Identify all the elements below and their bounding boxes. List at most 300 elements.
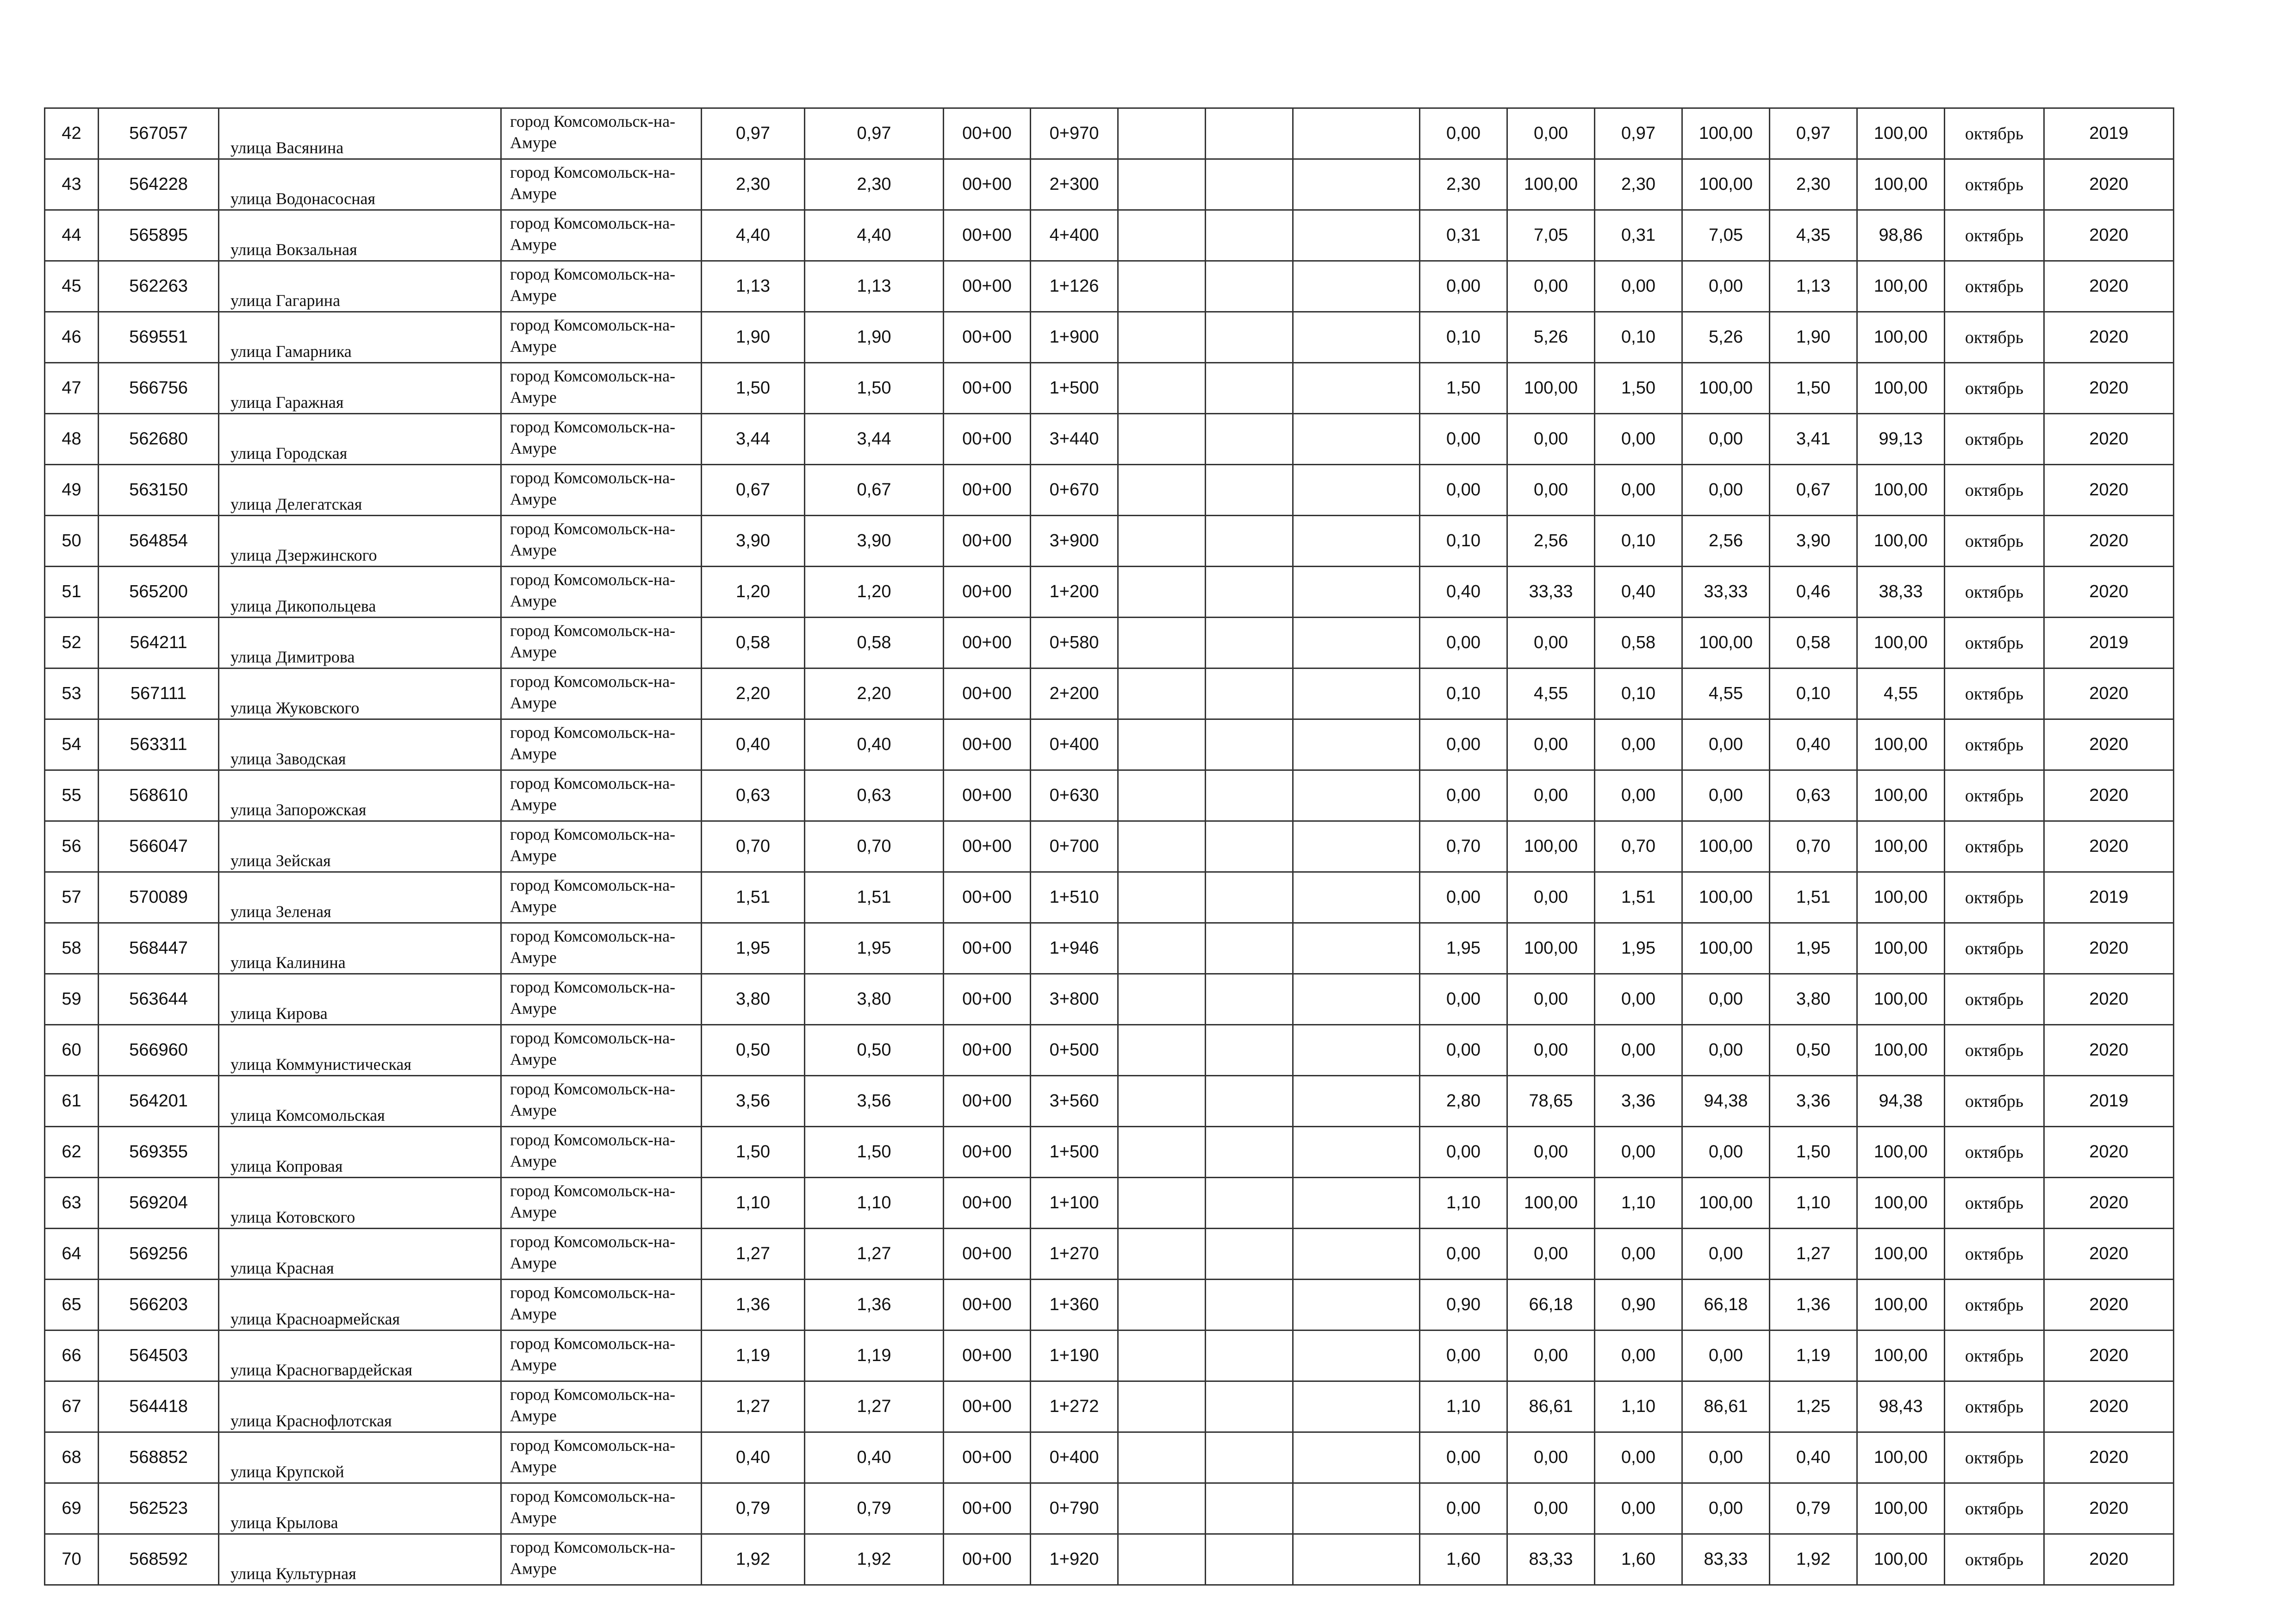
row-number-cell: 58 bbox=[45, 923, 99, 974]
start-km-cell: 00+00 bbox=[944, 567, 1031, 618]
percent-a-cell: 0,00 bbox=[1507, 465, 1595, 516]
blank-cell-cell bbox=[1293, 108, 1420, 159]
end-km-cell: 0+400 bbox=[1031, 719, 1118, 770]
blank-cell-cell bbox=[1118, 668, 1206, 719]
length-local-cell: 0,79 bbox=[805, 1483, 944, 1534]
table-row bbox=[45, 261, 2174, 312]
blank-cell-cell bbox=[1293, 261, 1420, 312]
blank-cell-cell bbox=[1206, 159, 1293, 210]
city-name-cell: город Комсомольск-на-Амуре bbox=[501, 719, 702, 770]
road-id-cell: 568852 bbox=[99, 1432, 219, 1483]
row-number-cell: 63 bbox=[45, 1178, 99, 1229]
value-a-cell: 0,00 bbox=[1420, 465, 1507, 516]
value-b-cell: 0,97 bbox=[1595, 108, 1682, 159]
length-total-cell: 3,90 bbox=[702, 516, 805, 567]
percent-c-cell: 100,00 bbox=[1857, 108, 1945, 159]
start-km-cell: 00+00 bbox=[944, 974, 1031, 1025]
road-id-cell: 566203 bbox=[99, 1280, 219, 1330]
start-km-cell: 00+00 bbox=[944, 1381, 1031, 1432]
value-c-cell: 1,50 bbox=[1770, 363, 1857, 414]
table-row bbox=[45, 1483, 2174, 1534]
value-a-cell: 2,80 bbox=[1420, 1076, 1507, 1127]
percent-b-cell: 0,00 bbox=[1682, 1025, 1770, 1076]
street-name-cell bbox=[219, 1076, 501, 1127]
road-id-cell: 564854 bbox=[99, 516, 219, 567]
street-name-cell bbox=[219, 108, 501, 159]
start-km-cell: 00+00 bbox=[944, 465, 1031, 516]
month-cell: октябрь bbox=[1945, 363, 2044, 414]
start-km-cell: 00+00 bbox=[944, 1534, 1031, 1585]
percent-b-cell: 94,38 bbox=[1682, 1076, 1770, 1127]
road-id-cell: 564503 bbox=[99, 1330, 219, 1381]
length-local-cell: 1,51 bbox=[805, 872, 944, 923]
year-cell: 2020 bbox=[2044, 414, 2174, 465]
value-c-cell: 0,63 bbox=[1770, 770, 1857, 821]
length-local-cell: 0,63 bbox=[805, 770, 944, 821]
row-number-cell: 60 bbox=[45, 1025, 99, 1076]
table-row bbox=[45, 465, 2174, 516]
street-name-cell bbox=[219, 516, 501, 567]
blank-cell-cell bbox=[1118, 312, 1206, 363]
row-number-cell: 65 bbox=[45, 1280, 99, 1330]
row-number-cell: 64 bbox=[45, 1229, 99, 1280]
street-name-cell bbox=[219, 210, 501, 261]
month-cell: октябрь bbox=[1945, 821, 2044, 872]
length-total-cell: 0,67 bbox=[702, 465, 805, 516]
value-a-cell: 0,00 bbox=[1420, 618, 1507, 668]
blank-cell-cell bbox=[1206, 974, 1293, 1025]
length-local-cell: 1,19 bbox=[805, 1330, 944, 1381]
percent-c-cell: 100,00 bbox=[1857, 618, 1945, 668]
blank-cell-cell bbox=[1206, 1330, 1293, 1381]
percent-c-cell: 4,55 bbox=[1857, 668, 1945, 719]
end-km-cell: 1+946 bbox=[1031, 923, 1118, 974]
percent-c-cell: 100,00 bbox=[1857, 872, 1945, 923]
year-cell: 2019 bbox=[2044, 1076, 2174, 1127]
value-a-cell: 0,00 bbox=[1420, 1432, 1507, 1483]
end-km-cell: 1+510 bbox=[1031, 872, 1118, 923]
percent-a-cell: 66,18 bbox=[1507, 1280, 1595, 1330]
blank-cell-cell bbox=[1118, 719, 1206, 770]
table-row bbox=[45, 1127, 2174, 1178]
month-cell: октябрь bbox=[1945, 1127, 2044, 1178]
length-local-cell: 3,80 bbox=[805, 974, 944, 1025]
value-c-cell: 0,67 bbox=[1770, 465, 1857, 516]
length-local-cell: 0,50 bbox=[805, 1025, 944, 1076]
city-name-cell: город Комсомольск-на-Амуре bbox=[501, 210, 702, 261]
road-id-cell: 563644 bbox=[99, 974, 219, 1025]
length-local-cell: 3,44 bbox=[805, 414, 944, 465]
month-cell: октябрь bbox=[1945, 1330, 2044, 1381]
street-name-cell bbox=[219, 872, 501, 923]
month-cell: октябрь bbox=[1945, 1432, 2044, 1483]
value-a-cell: 0,00 bbox=[1420, 108, 1507, 159]
blank-cell-cell bbox=[1206, 465, 1293, 516]
blank-cell-cell bbox=[1293, 414, 1420, 465]
start-km-cell: 00+00 bbox=[944, 1127, 1031, 1178]
start-km-cell: 00+00 bbox=[944, 668, 1031, 719]
length-local-cell: 1,20 bbox=[805, 567, 944, 618]
percent-b-cell: 83,33 bbox=[1682, 1534, 1770, 1585]
row-number-cell: 70 bbox=[45, 1534, 99, 1585]
row-number-cell: 56 bbox=[45, 821, 99, 872]
blank-cell-cell bbox=[1293, 1229, 1420, 1280]
value-a-cell: 1,60 bbox=[1420, 1534, 1507, 1585]
length-total-cell: 4,40 bbox=[702, 210, 805, 261]
street-name-cell bbox=[219, 261, 501, 312]
table-row bbox=[45, 516, 2174, 567]
value-a-cell: 0,00 bbox=[1420, 414, 1507, 465]
street-name-cell bbox=[219, 363, 501, 414]
blank-cell-cell bbox=[1118, 1432, 1206, 1483]
start-km-cell: 00+00 bbox=[944, 516, 1031, 567]
city-name-cell: город Комсомольск-на-Амуре bbox=[501, 1127, 702, 1178]
street-name: улица Культурная bbox=[230, 1564, 356, 1583]
city-name-cell: город Комсомольск-на-Амуре bbox=[501, 974, 702, 1025]
city-name-cell: город Комсомольск-на-Амуре bbox=[501, 1025, 702, 1076]
percent-b-cell: 33,33 bbox=[1682, 567, 1770, 618]
percent-b-cell: 100,00 bbox=[1682, 618, 1770, 668]
value-c-cell: 0,97 bbox=[1770, 108, 1857, 159]
blank-cell-cell bbox=[1206, 1381, 1293, 1432]
road-id-cell: 569355 bbox=[99, 1127, 219, 1178]
city-name-cell: город Комсомольск-на-Амуре bbox=[501, 1280, 702, 1330]
row-number-cell: 53 bbox=[45, 668, 99, 719]
road-id-cell: 569551 bbox=[99, 312, 219, 363]
percent-c-cell: 100,00 bbox=[1857, 261, 1945, 312]
city-name-cell: город Комсомольск-на-Амуре bbox=[501, 312, 702, 363]
street-name-cell bbox=[219, 923, 501, 974]
table-row bbox=[45, 159, 2174, 210]
blank-cell-cell bbox=[1206, 108, 1293, 159]
row-number-cell: 62 bbox=[45, 1127, 99, 1178]
row-number-cell: 69 bbox=[45, 1483, 99, 1534]
value-a-cell: 1,10 bbox=[1420, 1381, 1507, 1432]
value-a-cell: 0,70 bbox=[1420, 821, 1507, 872]
blank-cell-cell bbox=[1293, 567, 1420, 618]
percent-a-cell: 0,00 bbox=[1507, 618, 1595, 668]
value-c-cell: 0,50 bbox=[1770, 1025, 1857, 1076]
blank-cell-cell bbox=[1206, 363, 1293, 414]
value-b-cell: 0,00 bbox=[1595, 1025, 1682, 1076]
length-total-cell: 0,58 bbox=[702, 618, 805, 668]
road-id-cell: 568447 bbox=[99, 923, 219, 974]
percent-c-cell: 100,00 bbox=[1857, 1178, 1945, 1229]
street-name-cell bbox=[219, 567, 501, 618]
start-km-cell: 00+00 bbox=[944, 1280, 1031, 1330]
road-id-cell: 564211 bbox=[99, 618, 219, 668]
year-cell: 2019 bbox=[2044, 872, 2174, 923]
city-name-cell: город Комсомольск-на-Амуре bbox=[501, 465, 702, 516]
end-km-cell: 2+300 bbox=[1031, 159, 1118, 210]
city-name-cell: город Комсомольск-на-Амуре bbox=[501, 1229, 702, 1280]
year-cell: 2020 bbox=[2044, 719, 2174, 770]
city-name-cell: город Комсомольск-на-Амуре bbox=[501, 1534, 702, 1585]
percent-a-cell: 78,65 bbox=[1507, 1076, 1595, 1127]
value-c-cell: 3,36 bbox=[1770, 1076, 1857, 1127]
end-km-cell: 0+790 bbox=[1031, 1483, 1118, 1534]
blank-cell-cell bbox=[1293, 923, 1420, 974]
table-row bbox=[45, 1178, 2174, 1229]
length-local-cell: 0,40 bbox=[805, 1432, 944, 1483]
length-local-cell: 0,97 bbox=[805, 108, 944, 159]
street-name: улица Димитрова bbox=[230, 648, 355, 666]
start-km-cell: 00+00 bbox=[944, 414, 1031, 465]
row-number-cell: 43 bbox=[45, 159, 99, 210]
street-name-cell bbox=[219, 770, 501, 821]
table-row bbox=[45, 1381, 2174, 1432]
year-cell: 2020 bbox=[2044, 974, 2174, 1025]
length-local-cell: 1,10 bbox=[805, 1178, 944, 1229]
road-id-cell: 564228 bbox=[99, 159, 219, 210]
month-cell: октябрь bbox=[1945, 1381, 2044, 1432]
end-km-cell: 1+500 bbox=[1031, 363, 1118, 414]
start-km-cell: 00+00 bbox=[944, 363, 1031, 414]
month-cell: октябрь bbox=[1945, 1178, 2044, 1229]
table-row bbox=[45, 567, 2174, 618]
road-id-cell: 569256 bbox=[99, 1229, 219, 1280]
percent-a-cell: 7,05 bbox=[1507, 210, 1595, 261]
end-km-cell: 0+400 bbox=[1031, 1432, 1118, 1483]
blank-cell-cell bbox=[1293, 872, 1420, 923]
value-c-cell: 0,46 bbox=[1770, 567, 1857, 618]
start-km-cell: 00+00 bbox=[944, 261, 1031, 312]
blank-cell-cell bbox=[1293, 159, 1420, 210]
percent-b-cell: 100,00 bbox=[1682, 159, 1770, 210]
end-km-cell: 2+200 bbox=[1031, 668, 1118, 719]
length-local-cell: 1,50 bbox=[805, 1127, 944, 1178]
percent-a-cell: 0,00 bbox=[1507, 719, 1595, 770]
percent-a-cell: 0,00 bbox=[1507, 770, 1595, 821]
street-name: улица Котовского bbox=[230, 1208, 355, 1226]
year-cell: 2020 bbox=[2044, 923, 2174, 974]
value-b-cell: 0,00 bbox=[1595, 1229, 1682, 1280]
month-cell: октябрь bbox=[1945, 1280, 2044, 1330]
blank-cell-cell bbox=[1206, 261, 1293, 312]
value-c-cell: 1,19 bbox=[1770, 1330, 1857, 1381]
value-c-cell: 3,80 bbox=[1770, 974, 1857, 1025]
percent-a-cell: 83,33 bbox=[1507, 1534, 1595, 1585]
length-local-cell: 0,58 bbox=[805, 618, 944, 668]
percent-c-cell: 99,13 bbox=[1857, 414, 1945, 465]
street-name: улица Гаражная bbox=[230, 393, 344, 412]
blank-cell-cell bbox=[1118, 1025, 1206, 1076]
blank-cell-cell bbox=[1206, 567, 1293, 618]
month-cell: октябрь bbox=[1945, 1534, 2044, 1585]
table-row bbox=[45, 414, 2174, 465]
percent-c-cell: 94,38 bbox=[1857, 1076, 1945, 1127]
table-row bbox=[45, 312, 2174, 363]
end-km-cell: 0+700 bbox=[1031, 821, 1118, 872]
blank-cell-cell bbox=[1293, 1076, 1420, 1127]
year-cell: 2019 bbox=[2044, 618, 2174, 668]
year-cell: 2020 bbox=[2044, 1280, 2174, 1330]
blank-cell-cell bbox=[1293, 821, 1420, 872]
year-cell: 2020 bbox=[2044, 1483, 2174, 1534]
length-total-cell: 2,20 bbox=[702, 668, 805, 719]
value-b-cell: 0,00 bbox=[1595, 465, 1682, 516]
end-km-cell: 3+440 bbox=[1031, 414, 1118, 465]
percent-a-cell: 4,55 bbox=[1507, 668, 1595, 719]
table-row bbox=[45, 821, 2174, 872]
year-cell: 2019 bbox=[2044, 108, 2174, 159]
value-a-cell: 0,00 bbox=[1420, 1127, 1507, 1178]
city-name-cell: город Комсомольск-на-Амуре bbox=[501, 770, 702, 821]
value-c-cell: 3,90 bbox=[1770, 516, 1857, 567]
percent-c-cell: 100,00 bbox=[1857, 516, 1945, 567]
percent-c-cell: 100,00 bbox=[1857, 1229, 1945, 1280]
street-name-cell bbox=[219, 1280, 501, 1330]
percent-c-cell: 100,00 bbox=[1857, 363, 1945, 414]
row-number-cell: 59 bbox=[45, 974, 99, 1025]
row-number-cell: 49 bbox=[45, 465, 99, 516]
percent-a-cell: 0,00 bbox=[1507, 1432, 1595, 1483]
length-total-cell: 1,92 bbox=[702, 1534, 805, 1585]
percent-a-cell: 100,00 bbox=[1507, 923, 1595, 974]
road-id-cell: 562263 bbox=[99, 261, 219, 312]
year-cell: 2020 bbox=[2044, 210, 2174, 261]
road-id-cell: 564201 bbox=[99, 1076, 219, 1127]
year-cell: 2020 bbox=[2044, 567, 2174, 618]
length-total-cell: 1,27 bbox=[702, 1229, 805, 1280]
value-b-cell: 0,90 bbox=[1595, 1280, 1682, 1330]
value-b-cell: 0,00 bbox=[1595, 1432, 1682, 1483]
row-number-cell: 67 bbox=[45, 1381, 99, 1432]
street-name: улица Крупской bbox=[230, 1462, 344, 1481]
city-name-cell: город Комсомольск-на-Амуре bbox=[501, 1381, 702, 1432]
percent-a-cell: 2,56 bbox=[1507, 516, 1595, 567]
year-cell: 2020 bbox=[2044, 363, 2174, 414]
length-local-cell: 2,30 bbox=[805, 159, 944, 210]
blank-cell-cell bbox=[1206, 618, 1293, 668]
blank-cell-cell bbox=[1206, 1483, 1293, 1534]
length-total-cell: 1,27 bbox=[702, 1381, 805, 1432]
start-km-cell: 00+00 bbox=[944, 618, 1031, 668]
road-id-cell: 563311 bbox=[99, 719, 219, 770]
start-km-cell: 00+00 bbox=[944, 1229, 1031, 1280]
value-c-cell: 1,51 bbox=[1770, 872, 1857, 923]
start-km-cell: 00+00 bbox=[944, 159, 1031, 210]
year-cell: 2020 bbox=[2044, 668, 2174, 719]
street-name-cell bbox=[219, 1432, 501, 1483]
percent-c-cell: 100,00 bbox=[1857, 1280, 1945, 1330]
value-c-cell: 0,40 bbox=[1770, 719, 1857, 770]
percent-c-cell: 100,00 bbox=[1857, 974, 1945, 1025]
city-name-cell: город Комсомольск-на-Амуре bbox=[501, 159, 702, 210]
value-b-cell: 1,10 bbox=[1595, 1178, 1682, 1229]
end-km-cell: 1+200 bbox=[1031, 567, 1118, 618]
percent-a-cell: 86,61 bbox=[1507, 1381, 1595, 1432]
value-a-cell: 0,00 bbox=[1420, 1330, 1507, 1381]
percent-c-cell: 38,33 bbox=[1857, 567, 1945, 618]
blank-cell-cell bbox=[1293, 770, 1420, 821]
value-c-cell: 0,58 bbox=[1770, 618, 1857, 668]
value-b-cell: 0,40 bbox=[1595, 567, 1682, 618]
blank-cell-cell bbox=[1118, 1534, 1206, 1585]
percent-b-cell: 0,00 bbox=[1682, 719, 1770, 770]
percent-b-cell: 0,00 bbox=[1682, 465, 1770, 516]
month-cell: октябрь bbox=[1945, 159, 2044, 210]
road-id-cell: 565200 bbox=[99, 567, 219, 618]
street-name: улица Кирова bbox=[230, 1004, 328, 1023]
street-name: улица Зейская bbox=[230, 851, 331, 870]
row-number-cell: 50 bbox=[45, 516, 99, 567]
street-name-cell bbox=[219, 719, 501, 770]
year-cell: 2020 bbox=[2044, 312, 2174, 363]
blank-cell-cell bbox=[1293, 312, 1420, 363]
table-row bbox=[45, 923, 2174, 974]
value-c-cell: 1,25 bbox=[1770, 1381, 1857, 1432]
year-cell: 2020 bbox=[2044, 770, 2174, 821]
blank-cell-cell bbox=[1118, 363, 1206, 414]
percent-c-cell: 100,00 bbox=[1857, 1534, 1945, 1585]
blank-cell-cell bbox=[1206, 821, 1293, 872]
street-name: улица Комсомольская bbox=[230, 1106, 385, 1124]
value-a-cell: 1,10 bbox=[1420, 1178, 1507, 1229]
value-b-cell: 0,00 bbox=[1595, 414, 1682, 465]
blank-cell-cell bbox=[1293, 1330, 1420, 1381]
end-km-cell: 1+270 bbox=[1031, 1229, 1118, 1280]
value-b-cell: 0,00 bbox=[1595, 974, 1682, 1025]
street-name-cell bbox=[219, 1025, 501, 1076]
start-km-cell: 00+00 bbox=[944, 923, 1031, 974]
year-cell: 2020 bbox=[2044, 821, 2174, 872]
percent-a-cell: 0,00 bbox=[1507, 974, 1595, 1025]
length-local-cell: 0,40 bbox=[805, 719, 944, 770]
value-c-cell: 1,90 bbox=[1770, 312, 1857, 363]
percent-c-cell: 100,00 bbox=[1857, 770, 1945, 821]
street-name: улица Коммунистическая bbox=[230, 1055, 411, 1074]
month-cell: октябрь bbox=[1945, 1483, 2044, 1534]
city-name-cell: город Комсомольск-на-Амуре bbox=[501, 872, 702, 923]
length-local-cell: 1,36 bbox=[805, 1280, 944, 1330]
month-cell: октябрь bbox=[1945, 872, 2044, 923]
value-a-cell: 0,00 bbox=[1420, 974, 1507, 1025]
value-b-cell: 2,30 bbox=[1595, 159, 1682, 210]
road-id-cell: 567111 bbox=[99, 668, 219, 719]
street-name: улица Дикопольцева bbox=[230, 597, 376, 615]
row-number-cell: 57 bbox=[45, 872, 99, 923]
row-number-cell: 66 bbox=[45, 1330, 99, 1381]
percent-b-cell: 100,00 bbox=[1682, 108, 1770, 159]
street-name-cell bbox=[219, 1330, 501, 1381]
blank-cell-cell bbox=[1118, 1381, 1206, 1432]
end-km-cell: 1+500 bbox=[1031, 1127, 1118, 1178]
street-name: улица Жуковского bbox=[230, 699, 360, 717]
percent-a-cell: 0,00 bbox=[1507, 1483, 1595, 1534]
city-name-cell: город Комсомольск-на-Амуре bbox=[501, 108, 702, 159]
blank-cell-cell bbox=[1206, 668, 1293, 719]
end-km-cell: 1+100 bbox=[1031, 1178, 1118, 1229]
percent-c-cell: 100,00 bbox=[1857, 719, 1945, 770]
blank-cell-cell bbox=[1206, 923, 1293, 974]
blank-cell-cell bbox=[1118, 414, 1206, 465]
blank-cell-cell bbox=[1118, 821, 1206, 872]
road-id-cell: 566047 bbox=[99, 821, 219, 872]
percent-c-cell: 100,00 bbox=[1857, 923, 1945, 974]
value-a-cell: 0,10 bbox=[1420, 516, 1507, 567]
percent-b-cell: 0,00 bbox=[1682, 1432, 1770, 1483]
blank-cell-cell bbox=[1293, 1127, 1420, 1178]
percent-c-cell: 100,00 bbox=[1857, 1330, 1945, 1381]
blank-cell-cell bbox=[1118, 1330, 1206, 1381]
start-km-cell: 00+00 bbox=[944, 770, 1031, 821]
value-c-cell: 0,70 bbox=[1770, 821, 1857, 872]
length-total-cell: 0,63 bbox=[702, 770, 805, 821]
length-total-cell: 3,44 bbox=[702, 414, 805, 465]
length-total-cell: 0,70 bbox=[702, 821, 805, 872]
value-b-cell: 0,31 bbox=[1595, 210, 1682, 261]
